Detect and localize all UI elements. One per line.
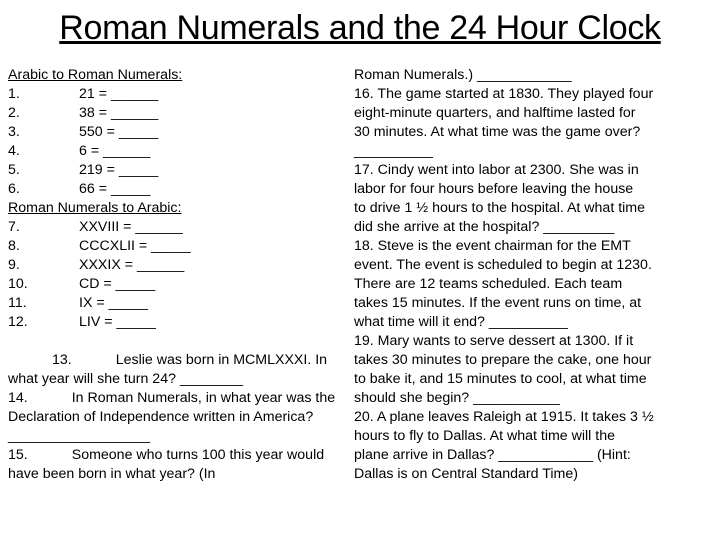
question-number: 3. <box>8 124 20 140</box>
question-text: IX = _____ <box>79 295 149 311</box>
text-line: 18. Steve is the event chairman for the EMT <box>354 238 631 254</box>
text-line: 19. Mary wants to serve dessert at 1300. If it <box>354 333 634 349</box>
question-text: XXVIII = ______ <box>79 219 183 235</box>
text-line: to bake it, and 15 minutes to cool, at what time <box>354 371 647 387</box>
question-number: 8. <box>8 238 20 254</box>
question-number: 2. <box>8 105 20 121</box>
text-line: did she arrive at the hospital? _________ <box>354 219 615 235</box>
question-text: In Roman Numerals, in what year <box>71 390 283 406</box>
text-line: There are 12 teams scheduled. Each team <box>354 276 623 292</box>
question-number: 11. <box>8 295 27 311</box>
section-heading-roman-to-arabic: Roman Numerals to Arabic: <box>8 200 182 216</box>
question-number: 10. <box>8 276 28 292</box>
question-7 <box>8 218 338 237</box>
text-line: Dallas is on Central Standard Time) <box>354 466 578 482</box>
question-text: 38 = ______ <box>79 105 159 121</box>
text-line: 16. The game started at 1830. They played four <box>354 86 654 102</box>
question-6 <box>8 180 338 199</box>
question-text: CCCXLII = _____ <box>79 238 191 254</box>
left-column <box>8 66 338 484</box>
question-text-continued: would have been born in what year? (In <box>8 447 325 482</box>
text-line: event. The event is scheduled to begin at 1230. <box>354 257 652 273</box>
text-line: eight-minute quarters, and halftime lasted for <box>354 105 636 121</box>
text-line: hours to fly to Dallas. At what time will the <box>354 428 615 444</box>
question-text: CD = _____ <box>79 276 156 292</box>
question-text: XXXIX = ______ <box>79 257 185 273</box>
worksheet-title: Roman Numerals and the 24 Hour Clock <box>59 9 661 47</box>
right-column <box>354 66 712 484</box>
question-number: 15. <box>8 447 28 463</box>
question-13 <box>8 351 338 389</box>
question-2 <box>8 104 338 123</box>
question-9 <box>8 256 338 275</box>
question-12 <box>8 313 338 332</box>
question-8 <box>8 237 338 256</box>
question-text: 550 = _____ <box>79 124 159 140</box>
text-line: plane arrive in Dallas? ____________ (Hint: <box>354 447 631 463</box>
question-11 <box>8 294 338 313</box>
question-text: 6 = ______ <box>79 143 151 159</box>
question-text: Someone who turns 100 this year <box>71 447 284 463</box>
question-text-continued: what year will she turn 24? ________ <box>8 371 244 387</box>
text-line: takes 15 minutes. If the event runs on time, at <box>354 295 642 311</box>
question-10 <box>8 275 338 294</box>
question-number: 5. <box>8 162 20 178</box>
question-text: 66 = _____ <box>79 181 151 197</box>
question-3 <box>8 123 338 142</box>
question-number: 9. <box>8 257 20 273</box>
text-line: 30 minutes. At what time was the game over? <box>354 124 641 140</box>
question-number: 13. <box>52 352 72 368</box>
text-line: what time will it end? __________ <box>354 314 568 330</box>
question-text: Leslie was born in MCMLXXXI. In <box>115 352 328 368</box>
question-14 <box>8 389 338 446</box>
text-line: 17. Cindy went into labor at 2300. She was in <box>354 162 639 178</box>
question-number: 6. <box>8 181 20 197</box>
question-text: 21 = ______ <box>79 86 159 102</box>
text-line: Roman Numerals.) ____________ <box>354 67 572 83</box>
text-line: __________ <box>354 143 433 159</box>
question-number: 4. <box>8 143 20 159</box>
question-1 <box>8 85 338 104</box>
question-4 <box>8 142 338 161</box>
section-heading-arabic-to-roman: Arabic to Roman Numerals: <box>8 67 183 83</box>
question-number: 1. <box>8 86 20 102</box>
question-15 <box>8 446 338 484</box>
text-line: should she begin? ___________ <box>354 390 560 406</box>
question-number: 12. <box>8 314 28 330</box>
question-number: 7. <box>8 219 20 235</box>
spacer <box>8 332 338 351</box>
question-5 <box>8 161 338 180</box>
question-number: 14. <box>8 390 28 406</box>
text-line: 20. A plane leaves Raleigh at 1915. It takes 3 ½ <box>354 409 654 425</box>
question-text: LIV = _____ <box>79 314 156 330</box>
question-text-continued: was the Declaration of Independence written in America? __________________ <box>8 390 336 444</box>
text-line: takes 30 minutes to prepare the cake, one hour <box>354 352 652 368</box>
question-text: 219 = _____ <box>79 162 159 178</box>
text-line: to drive 1 ½ hours to the hospital. At what time <box>354 200 646 216</box>
text-line: labor for four hours before leaving the house <box>354 181 634 197</box>
